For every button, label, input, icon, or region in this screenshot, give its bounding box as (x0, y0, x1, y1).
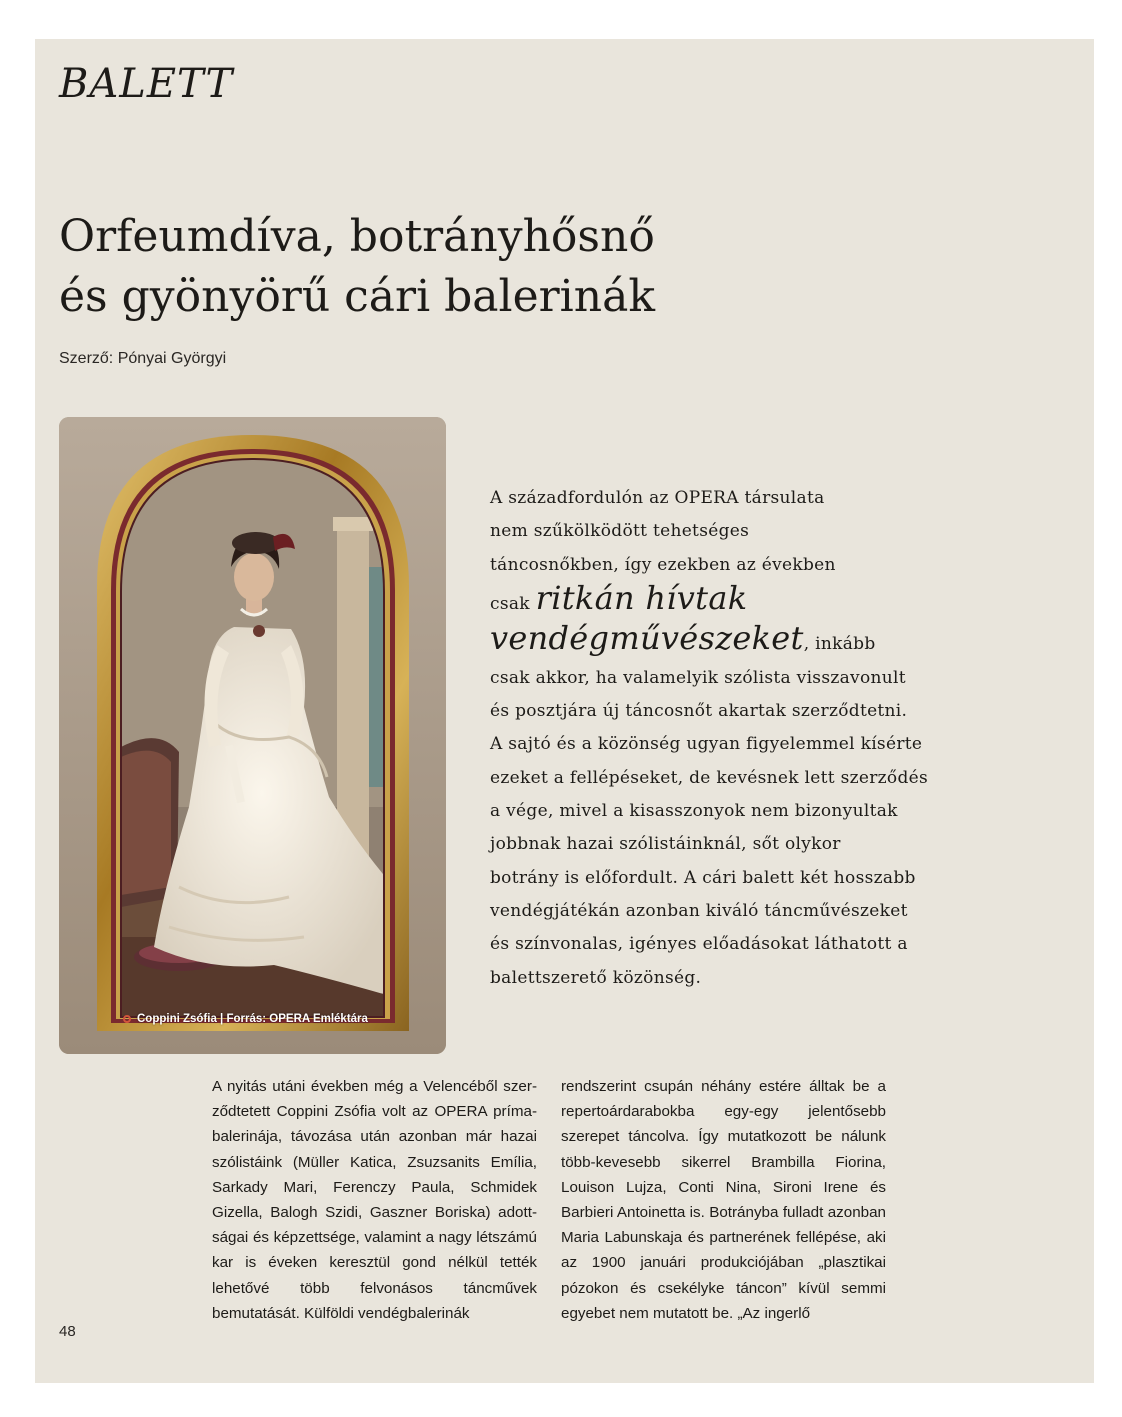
photo-caption (123, 1013, 368, 1025)
lead-line: táncosnőkben, így ezekben az években (490, 554, 836, 575)
pull-quote-part-2: vendégművészeket (490, 618, 804, 657)
section-label: BALETT (59, 61, 234, 107)
lead-line: balettszerető közönség. (490, 967, 702, 988)
lead-paragraph (490, 482, 960, 995)
magazine-page (35, 39, 1094, 1383)
lead-line: ezeket a fellépéseket, de kevésnek lett szerződés (490, 767, 929, 788)
article-photo (59, 417, 446, 1054)
lead-line: botrány is előfordult. A cári balett két hosszabb (490, 867, 916, 888)
body-column-2: rendszerint csupán néhány estére álltak be a repertoárdarabokba egy-egy jelentősebb szerepet táncolva. Így mutatkozott be nálunk több-kevesebb sikerrel Brambilla Fiorina, Louison Lujza, Conti Nina, Sironi Irene és Barbieri Antoinetta is. Botrányba fulladt azonban Maria Labunskaja és partnerének fellépése, aki az 1900 januári produkciójában „plasztikai pózokon és csekélyke táncon” kívül semmi egyebet nem mutatott be. „Az ingerlő (561, 1078, 886, 1322)
lead-line: jobbnak hazai szólistáinknál, sőt olykor (490, 834, 841, 855)
byline: Szerző: Pónyai Györgyi (59, 350, 227, 367)
title-line-1: Orfeumdíva, botrányhősnő (59, 211, 655, 262)
lead-line: nem szűkölködött tehetséges (490, 521, 750, 542)
lead-line: és színvonalas, igényes előadásokat láthatott a (490, 934, 908, 955)
lead-line (490, 578, 960, 622)
lead-line: csak akkor, ha valamelyik szólista visszavonult (490, 667, 906, 688)
lead-line: a vége, mivel a kisasszonyok nem bizonyultak (490, 801, 898, 822)
lead-line: vendégjátékán azonban kiváló táncművészeket (490, 900, 908, 921)
article-title (59, 207, 959, 327)
photo-caption-text: Coppini Zsófia | Forrás: OPERA Emléktára (137, 1013, 368, 1025)
title-line-2: és gyönyörű cári balerinák (59, 271, 655, 322)
lead-line (490, 618, 960, 662)
body-column-1: A nyitás utáni években még a Velencéből szerződtetett Coppini Zsófia volt az OPERA prímabalerinája, távozása után azonban már hazai szólistáink (Müller Katica, Zsuzsanits Emília, Sarkady Mari, Ferenczy Paula, Schmidek Gizella, Balogh Szidi, Gaszner Boriska) adottságai és képzettsége, valamint a nagy létszámú kar is éveken keresztül gond nélkül tették lehetővé több felvonásos táncművek bemutatását. Külföldi vendégbalerinák (212, 1078, 537, 1322)
lead-text: csak (490, 593, 536, 614)
lead-text: , inkább (803, 633, 876, 654)
caption-marker-icon (123, 1015, 131, 1023)
ballerina-portrait-image (59, 417, 446, 1054)
lead-line: és posztjára új táncosnőt akartak szerződtetni. (490, 701, 908, 722)
lead-line: A sajtó és a közönség ugyan figyelemmel kísérte (490, 734, 923, 755)
pull-quote-part-1: ritkán hívtak (535, 578, 748, 617)
lead-line: A századfordulón az OPERA társulata (490, 488, 825, 508)
page-number: 48 (59, 1323, 76, 1340)
